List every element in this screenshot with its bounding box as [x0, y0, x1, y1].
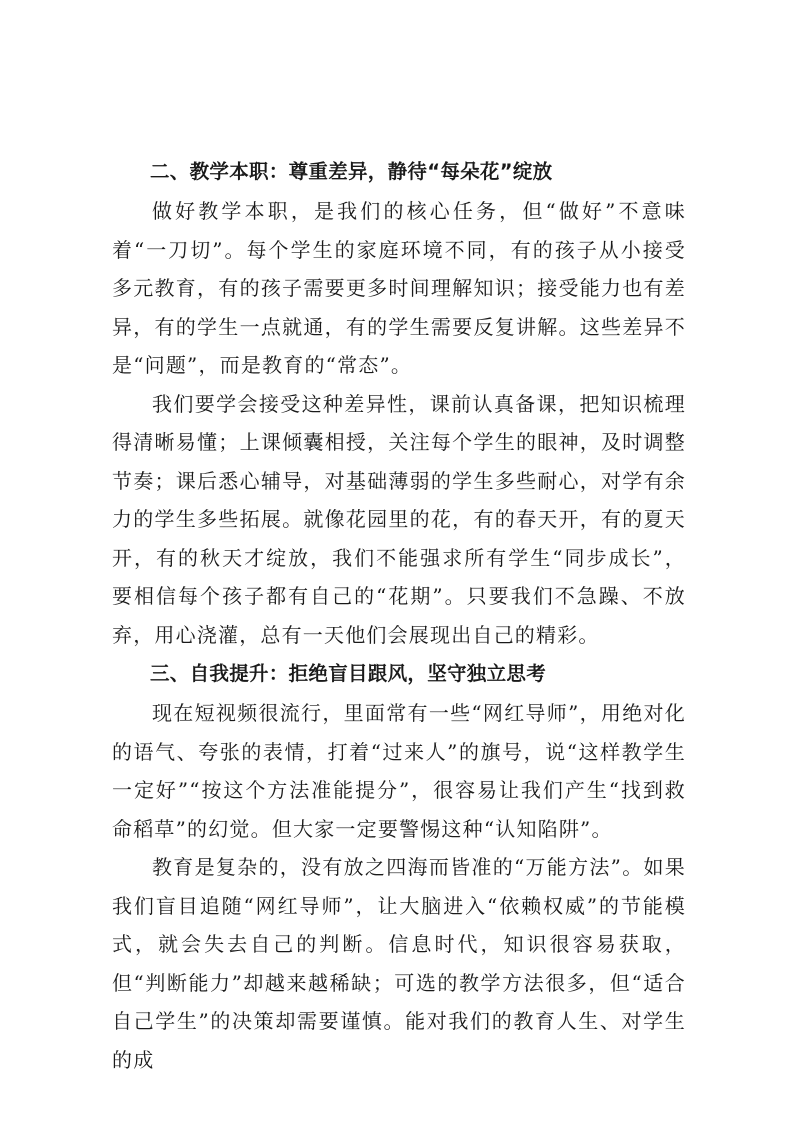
- document-body: [112, 152, 686, 1079]
- paragraph: 做好教学本职，是我们的核心任务，但“做好”不意味着“一刀切”。每个学生的家庭环境不同，有的孩子从小接受多元教育，有的孩子需要更多时间理解知识；接受能力也有差异，有的学生一点就通，有的学生需要反复讲解。这些差异不是“问题”，而是教育的“常态”。: [112, 199, 686, 377]
- section-heading-teaching-duty: 二、教学本职：尊重差异，静待“每朵花”绽放: [150, 160, 553, 183]
- paragraph: 教育是复杂的，没有放之四海而皆准的“万能方法”。如果我们盲目追随“网红导师”，让大脑进入“依赖权威”的节能模式，就会失去自己的判断。信息时代，知识很容易获取，但“判断能力”却越来越稀缺；可选的教学方法很多，但“适合自己学生”的决策却需要谨慎。能对我们的教育人生、对学生的成: [112, 855, 686, 1072]
- paragraph: 现在短视频很流行，里面常有一些“网红导师”，用绝对化的语气、夸张的表情，打着“过来人”的旗号，说“这样教学生一定好”“按这个方法准能提分”，很容易让我们产生“找到救命稻草”的幻觉。但大家一定要警惕这种“认知陷阱”。: [112, 701, 686, 841]
- paragraph: 我们要学会接受这种差异性，课前认真备课，把知识梳理得清晰易懂；上课倾囊相授，关注每个学生的眼神，及时调整节奏；课后悉心辅导，对基础薄弱的学生多些耐心，对学有余力的学生多些拓展。就像花园里的花，有的春天开，有的夏天开，有的秋天才绽放，我们不能强求所有学生“同步成长”，要相信每个孩子都有自己的“花期”。只要我们不急躁、不放弃，用心浇灌，总有一天他们会展现出自己的精彩。: [112, 391, 686, 647]
- section-heading-self-improvement: 三、自我提升：拒绝盲目跟风，坚守独立思考: [150, 662, 547, 685]
